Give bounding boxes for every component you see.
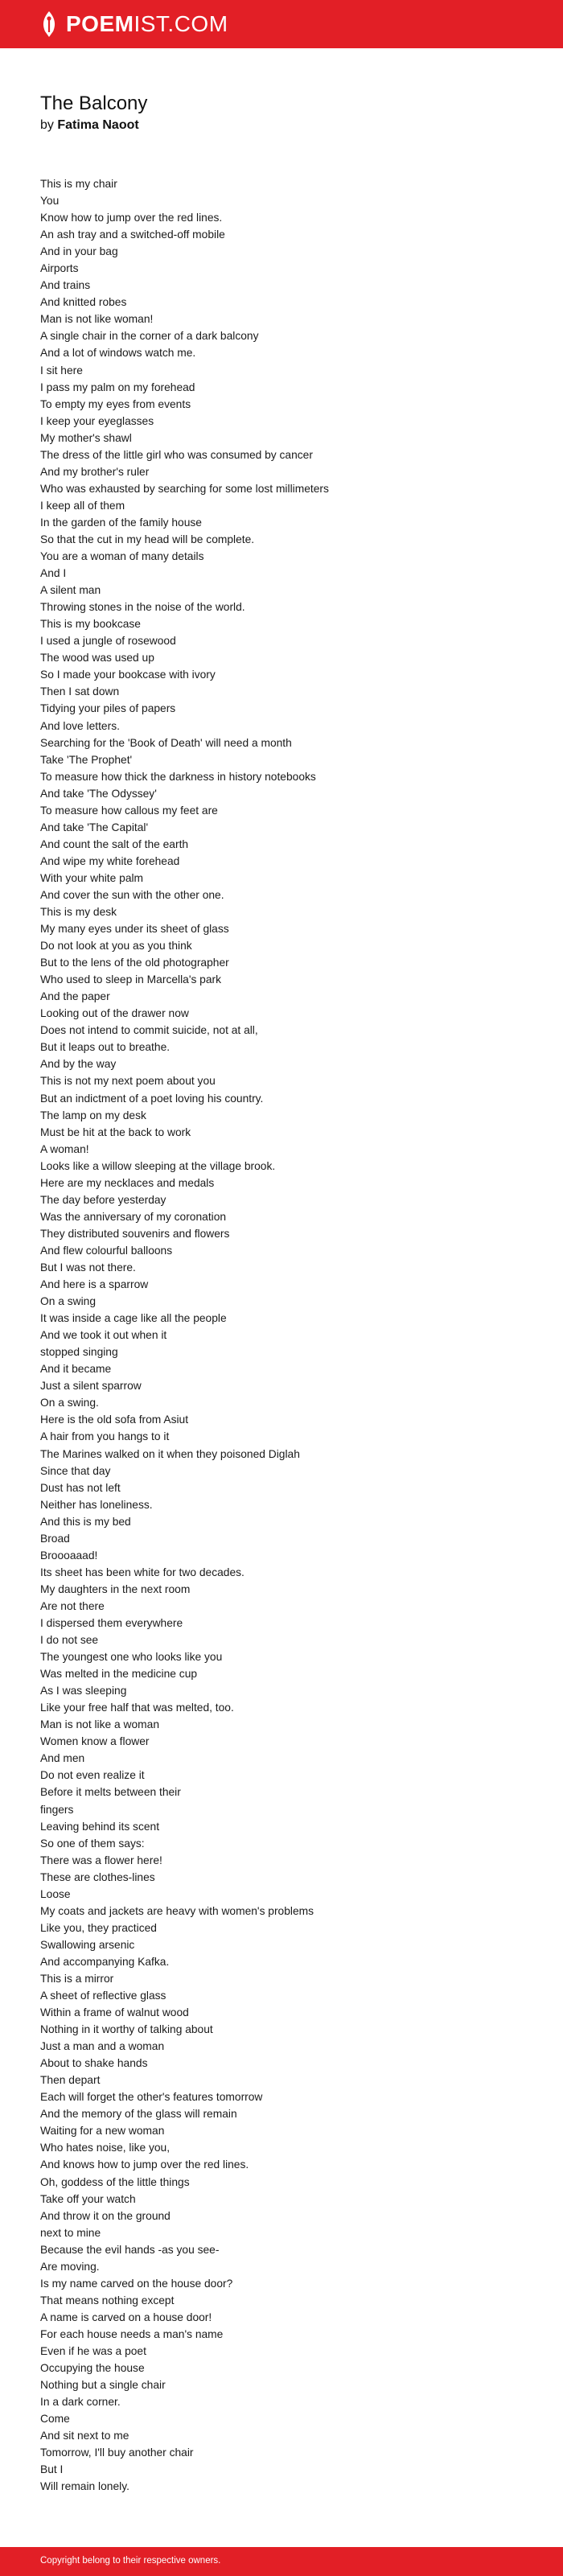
poem-line: These are clothes-lines: [40, 1870, 155, 1883]
poem-line: And knitted robes: [40, 296, 127, 309]
poem-line: And love letters.: [40, 719, 120, 732]
poem-line: Occupying the house: [40, 2362, 145, 2375]
poem-line: Know how to jump over the red lines.: [40, 212, 223, 224]
poem-line: And knows how to jump over the red lines.: [40, 2158, 249, 2171]
poem-line: I keep all of them: [40, 499, 125, 512]
poem-line: A single chair in the corner of a dark balcony: [40, 330, 259, 343]
poem-line: Throwing stones in the noise of the world.: [40, 601, 245, 614]
poem-line: Like your free half that was melted, too.: [40, 1702, 234, 1714]
poem-line: Who was exhausted by searching for some lost millimeters: [40, 482, 329, 495]
poem-line: The Marines walked on it when they poisoned Diglah: [40, 1447, 300, 1460]
poem-line: I dispersed them everywhere: [40, 1616, 183, 1629]
poem-line: Swallowing arsenic: [40, 1938, 135, 1951]
poem-line: Was the anniversary of my coronation: [40, 1210, 227, 1223]
poem-line: And accompanying Kafka.: [40, 1955, 170, 1968]
poem-line: And by the way: [40, 1058, 117, 1071]
poem-line: They distributed souvenirs and flowers: [40, 1227, 230, 1240]
poem-line: And it became: [40, 1363, 112, 1376]
poem-line: This is my desk: [40, 906, 117, 919]
poem-line: It was inside a cage like all the people: [40, 1312, 227, 1325]
poem-body: [40, 175, 539, 2495]
poem-line: Man is not like a woman: [40, 1718, 159, 1731]
poem-line: Must be hit at the back to work: [40, 1125, 191, 1138]
poem-line: In a dark corner.: [40, 2396, 121, 2409]
poem-line: Within a frame of walnut wood: [40, 2006, 189, 2019]
site-header: [0, 0, 563, 48]
poem-line: As I was sleeping: [40, 1685, 127, 1697]
site-logo[interactable]: [40, 10, 228, 39]
poem-line: This is my bookcase: [40, 618, 141, 631]
poem-line: The lamp on my desk: [40, 1109, 146, 1121]
poem-line: There was a flower here!: [40, 1854, 162, 1866]
poem-line: But I was not there.: [40, 1261, 136, 1274]
poem-line: This is a mirror: [40, 1972, 114, 1985]
poem-line: Before it melts between their: [40, 1786, 181, 1799]
poem-line: Just a silent sparrow: [40, 1380, 142, 1393]
poem-line: The day before yesterday: [40, 1193, 166, 1206]
poem-line: I do not see: [40, 1634, 99, 1647]
poem-line: Neither has loneliness.: [40, 1498, 153, 1511]
poem-line: A woman!: [40, 1142, 89, 1155]
poem-line: You are a woman of many details: [40, 550, 204, 563]
poem-line: Leaving behind its scent: [40, 1820, 160, 1833]
poem-line: Nothing in it worthy of talking about: [40, 2023, 213, 2036]
poem-line: On a swing: [40, 1295, 97, 1308]
poem-line: A hair from you hangs to it: [40, 1430, 170, 1443]
poem-line: Even if he was a poet: [40, 2345, 146, 2357]
poem-line: On a swing.: [40, 1397, 99, 1409]
poem-line: For each house needs a man's name: [40, 2327, 224, 2340]
poem-line: But to the lens of the old photographer: [40, 957, 229, 969]
poem-line: Was melted in the medicine cup: [40, 1668, 198, 1681]
poem-line: My many eyes under its sheet of glass: [40, 923, 229, 936]
poem-line: My mother's shawl: [40, 431, 132, 444]
poem-line: Each will forget the other's features tomorrow: [40, 2091, 263, 2104]
poem-line: Does not intend to commit suicide, not at all,: [40, 1024, 258, 1037]
poem-line: Come: [40, 2413, 70, 2426]
quill-pen-icon: [40, 10, 58, 38]
poem-line: Who hates noise, like you,: [40, 2142, 171, 2154]
poem-line: Broooaaad!: [40, 1549, 98, 1562]
poem-line: Then depart: [40, 2074, 101, 2087]
poem-line: Because the evil hands -as you see-: [40, 2243, 220, 2256]
poem-line: Man is not like woman!: [40, 313, 154, 326]
site-footer: [0, 2547, 563, 2576]
poem-line: Searching for the 'Book of Death' will need a month: [40, 736, 292, 749]
poem-line: To empty my eyes from events: [40, 397, 191, 410]
poem-line: But an indictment of a poet loving his country.: [40, 1092, 264, 1105]
poem-header: [40, 92, 147, 134]
poem-line: Airports: [40, 262, 79, 275]
poem-line: I pass my palm on my forehead: [40, 381, 195, 393]
poem-line: And I: [40, 567, 67, 580]
poem-line: And the memory of the glass will remain: [40, 2108, 237, 2121]
poem-line: And throw it on the ground: [40, 2209, 171, 2222]
poem-line: fingers: [40, 1803, 74, 1816]
poem-line: I keep your eyeglasses: [40, 414, 154, 427]
poem-line: Who used to sleep in Marcella's park: [40, 973, 222, 986]
poem-line: Here is the old sofa from Asiut: [40, 1414, 189, 1426]
poem-line: Waiting for a new woman: [40, 2125, 165, 2138]
poem-line: About to shake hands: [40, 2057, 148, 2070]
poem-line: The youngest one who looks like you: [40, 1651, 223, 1664]
poem-line: And take 'The Capital': [40, 821, 149, 833]
poem-line: And the paper: [40, 990, 110, 1003]
poem-line: next to mine: [40, 2226, 101, 2239]
poem-line: And wipe my white forehead: [40, 854, 180, 867]
poem-line: And take 'The Odyssey': [40, 787, 157, 800]
poem-line: Its sheet has been white for two decades.: [40, 1566, 245, 1578]
poem-line: And cover the sun with the other one.: [40, 888, 224, 901]
copyright-notice: Copyright belong to their respective owners.: [40, 2556, 221, 2566]
poem-line: Oh, goddess of the little things: [40, 2175, 190, 2188]
by-label: by: [40, 118, 54, 132]
poem-line: You: [40, 195, 60, 208]
poem-line: And a lot of windows watch me.: [40, 347, 196, 360]
poem-line: And flew colourful balloons: [40, 1244, 173, 1257]
poem-line: Dust has not left: [40, 1481, 121, 1494]
poem-line: Tomorrow, I'll buy another chair: [40, 2446, 194, 2459]
poem-line: And here is a sparrow: [40, 1278, 149, 1291]
poem-line: But I: [40, 2463, 64, 2476]
poem-line: An ash tray and a switched-off mobile: [40, 228, 225, 241]
poem-line: And count the salt of the earth: [40, 837, 189, 850]
poem-line: stopped singing: [40, 1346, 118, 1359]
poem-line: That means nothing except: [40, 2294, 175, 2306]
poem-line: Do not look at you as you think: [40, 940, 192, 953]
poem-line: Are moving.: [40, 2260, 100, 2273]
poem-line: Looks like a willow sleeping at the village brook.: [40, 1159, 276, 1172]
poem-line: Loose: [40, 1887, 71, 1900]
poem-line: But it leaps out to breathe.: [40, 1041, 171, 1054]
poem-line: Do not even realize it: [40, 1769, 145, 1782]
poem-line: Broad: [40, 1532, 70, 1545]
poem-line: Take 'The Prophet': [40, 753, 133, 766]
poem-line: To measure how callous my feet are: [40, 804, 218, 817]
poem-line: Then I sat down: [40, 685, 120, 698]
poem-line: Like you, they practiced: [40, 1921, 157, 1934]
poem-line: This is my chair: [40, 178, 117, 190]
poem-line: Take off your watch: [40, 2192, 136, 2205]
poem-line: Since that day: [40, 1464, 111, 1477]
poem-line: The dress of the little girl who was consumed by cancer: [40, 448, 313, 461]
poem-line: Tidying your piles of papers: [40, 702, 176, 715]
poem-title: The Balcony: [40, 93, 148, 114]
poem-line: And we took it out when it: [40, 1329, 167, 1342]
poem-line: Here are my necklaces and medals: [40, 1176, 215, 1189]
poem-line: To measure how thick the darkness in history notebooks: [40, 770, 316, 783]
poem-author-name[interactable]: Fatima Naoot: [57, 118, 139, 132]
site-logo-text: POEMIST.COM: [66, 11, 228, 36]
poem-line: And men: [40, 1752, 85, 1765]
poem-line: Just a man and a woman: [40, 2040, 165, 2053]
poem-line: In the garden of the family house: [40, 516, 202, 529]
poem-line: My daughters in the next room: [40, 1582, 191, 1595]
poem-line: Will remain lonely.: [40, 2480, 129, 2493]
poem-line: So that the cut in my head will be complete.: [40, 533, 255, 545]
poem-line: I sit here: [40, 364, 83, 377]
poem-line: Looking out of the drawer now: [40, 1007, 189, 1020]
poem-line: My coats and jackets are heavy with women's problems: [40, 1904, 314, 1917]
poem-byline: [40, 117, 147, 134]
poem-line: So one of them says:: [40, 1837, 145, 1850]
poem-line: And this is my bed: [40, 1515, 131, 1528]
poem-line: Is my name carved on the house door?: [40, 2277, 233, 2290]
poem-line: A name is carved on a house door!: [40, 2311, 212, 2323]
poem-line: Nothing but a single chair: [40, 2379, 166, 2392]
poem-line: And my brother's ruler: [40, 465, 150, 478]
poem-line: A silent man: [40, 584, 101, 597]
poem-line: And sit next to me: [40, 2430, 129, 2442]
poem-line: With your white palm: [40, 871, 144, 884]
poem-line: So I made your bookcase with ivory: [40, 669, 216, 681]
poem-line: The wood was used up: [40, 652, 154, 665]
poem-line: Are not there: [40, 1599, 105, 1612]
poem-line: And in your bag: [40, 245, 118, 258]
poem-line: This is not my next poem about you: [40, 1075, 216, 1088]
poem-line: Women know a flower: [40, 1735, 150, 1748]
poem-line: A sheet of reflective glass: [40, 1990, 166, 2002]
poem-line: I used a jungle of rosewood: [40, 635, 176, 648]
poem-line: And trains: [40, 279, 91, 292]
